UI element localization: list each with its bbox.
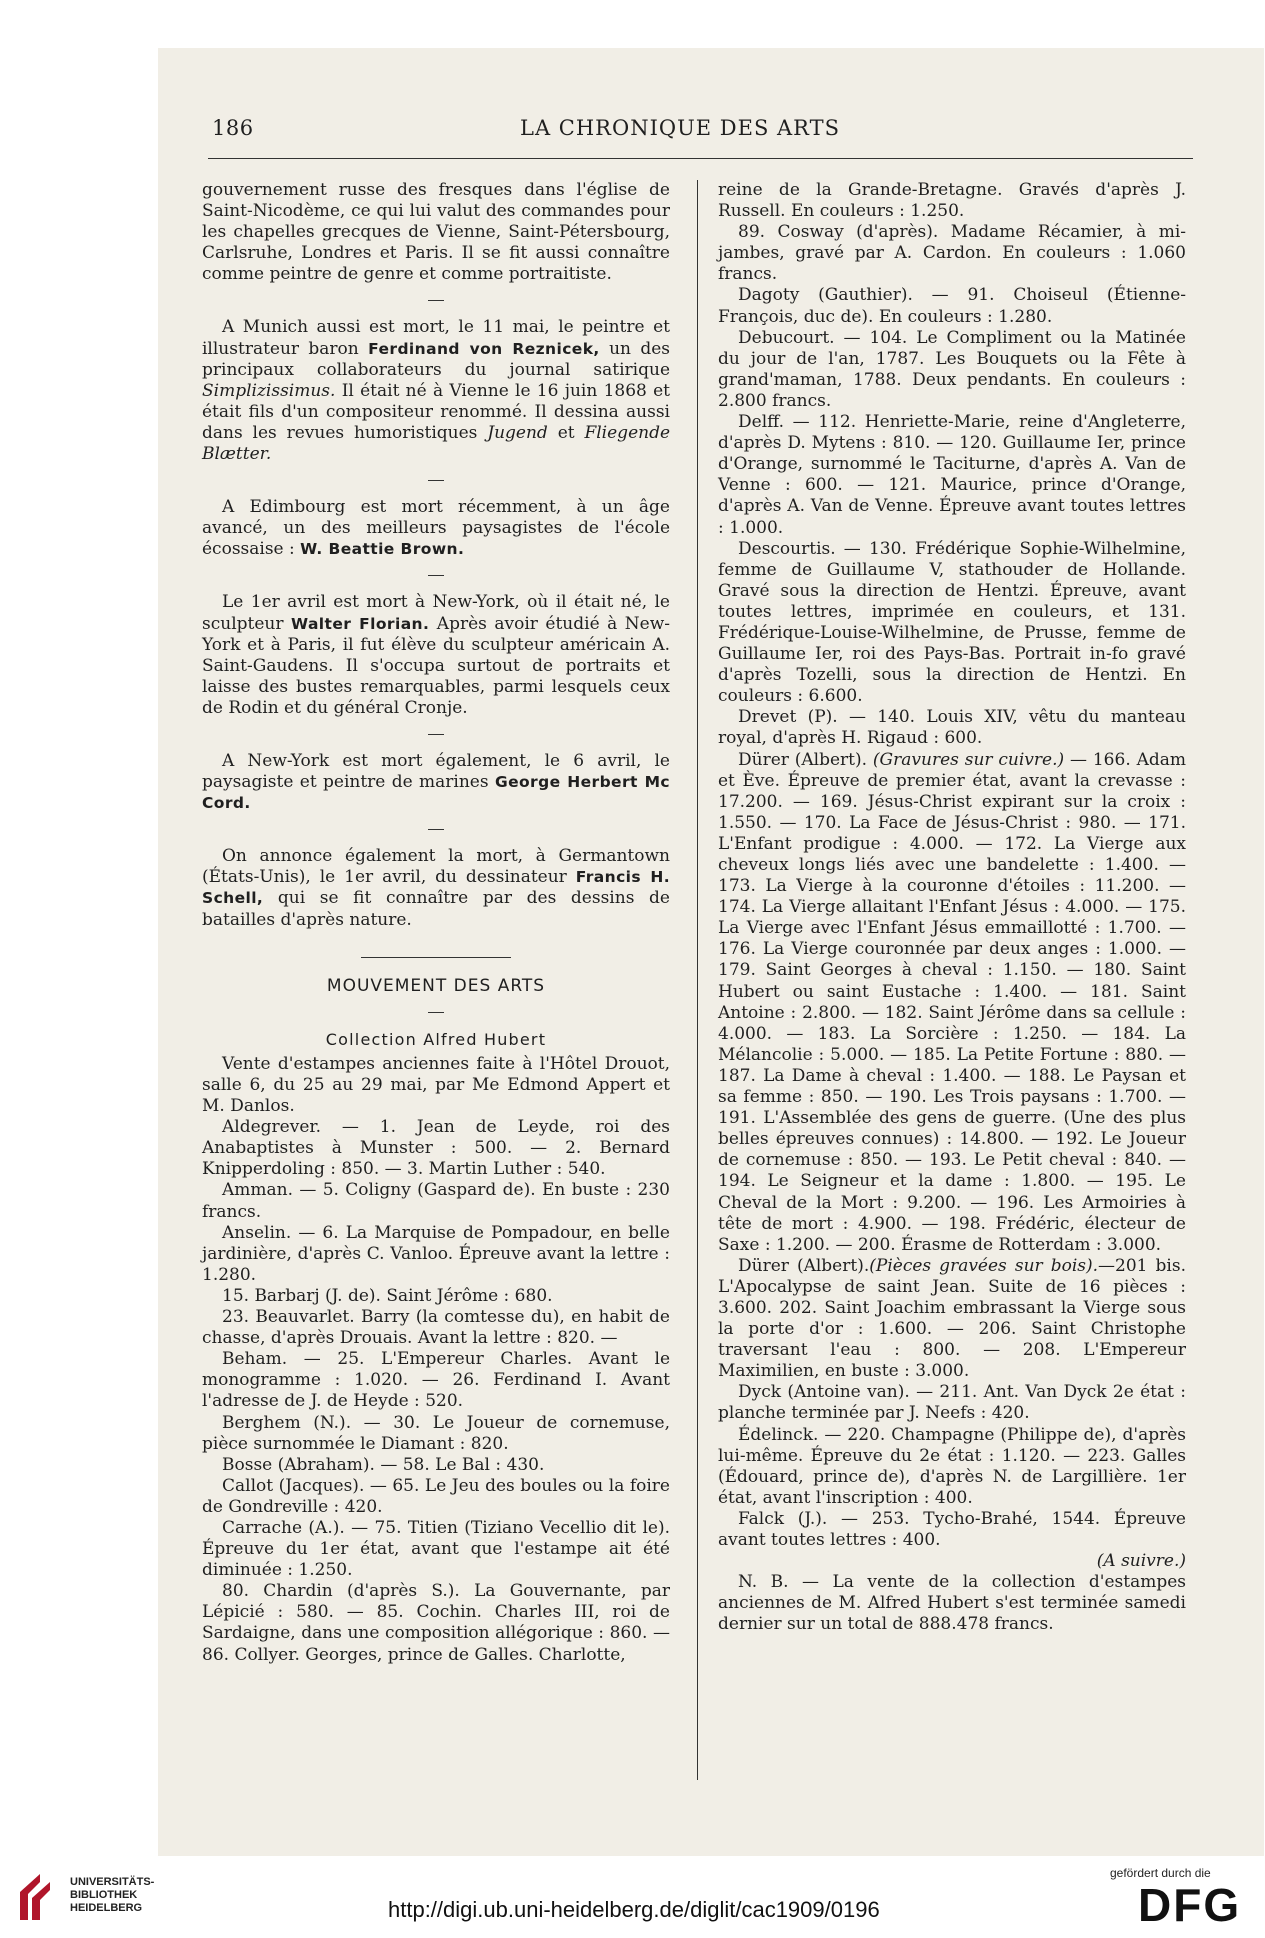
- sale-entry: Amman. — 5. Coligny (Gaspard de). En buste : 230 francs.: [202, 1180, 670, 1222]
- section-subtitle: Collection Alfred Hubert: [325, 1029, 547, 1049]
- funding-note: gefördert durch die: [1110, 1866, 1211, 1880]
- paragraph: gouvernement russe des fresques dans l'église de Saint-Nicodème, ce qui lui valut des commandes pour les chapelles grecques de Vienne, Saint-Pétersbourg, Carlsruhe, Londres et Paris. Il se fit aussi connaître comme peintre de genre et comme portraitiste.: [202, 180, 670, 285]
- separator: [202, 473, 670, 487]
- sale-entry: Debucourt. — 104. Le Compliment ou la Matinée du jour de l'an, 1787. Les Bouquets ou la Fête à grand'maman, 1788. Deux pendants. En couleurs : 2.800 francs.: [718, 327, 1186, 411]
- separator: [202, 822, 670, 836]
- library-name: UNIVERSITÄTS- BIBLIOTHEK HEIDELBERG: [70, 1876, 155, 1914]
- separator: [202, 1005, 670, 1019]
- paragraph: A Munich aussi est mort, le 11 mai, le peintre et illustrateur baron Ferdinand von Reznicek, un des principaux collaborateurs du journal satirique Simplizissimus. Il était né à Vienne le 16 juin 1868 et était fils d'un compositeur renommé. Il dessina aussi dans les revues humoristiques Jugend et Fliegende Blætter.: [202, 317, 671, 465]
- sale-entry: Delff. — 112. Henriette-Marie, reine d'Angleterre, d'après D. Mytens : 810. — 120. Guillaume Ier, prince d'Orange, surnommé le Taciturne, d'après A. Van de Venne : 600. — 121. Maurice, prince d'Orange, d'après A. Van de Venne. Épreuve avant toutes lettres : 1.000.: [718, 412, 1186, 538]
- paragraph: A Edimbourg est mort récemment, à un âge avancé, un des meilleurs paysagistes de l'école écossaise : W. Beattie Brown.: [202, 497, 670, 560]
- sale-entry: 15. Barbarj (J. de). Saint Jérôme : 680.: [222, 1285, 553, 1306]
- sale-intro: Vente d'estampes anciennes faite à l'Hôtel Drouot, salle 6, du 25 au 29 mai, par Me Edmond Appert et M. Danlos.: [202, 1053, 670, 1117]
- sale-entry: Dürer (Albert). (Gravures sur cuivre.) — 166. Adam et Ève. Épreuve de premier état, avant la crevasse : 17.200. — 169. Jésus-Christ expirant sur la croix : 1.550. — 170. La Face de Jésus-Christ : 980. — 171. L'Enfant prodigue : 4.000. — 172. La Vierge aux cheveux longs liés avec une bandelette : 1.400. — 173. La Vierge à la couronne d'étoiles : 11.200. — 174. La Vierge allaitant l'Enfant Jésus : 4.000. — 175. La Vierge avec l'Enfant Jésus emmaillotté : 1.700. — 176. La Vierge couronnée par deux anges : 1.000. — 179. Saint Georges à cheval : 1.150. — 180. Saint Hubert ou saint Eustache : 1.400. — 181. Saint Antoine : 2.800. — 182. Saint Jérôme dans sa cellule : 4.000. — 183. La Sorcière : 1.250. — 184. La Mélancolie : 5.000. — 185. La Petite Fortune : 880. — 187. La Dame à cheval : 1.400. — 188. Le Paysan et sa femme : 850. — 190. Les Trois paysans : 1.700. — 191. L'Assemblée des gens de guerre. (Une des plus belles épreuves connues) : 14.800. — 192. Le Joueur de cornemuse : 850. — 193. Le Petit cheval : 840. — 194. Le Seigneur et la dame : 1.800. — 195. Le Cheval de la Mort : 9.200. — 196. Les Armoiries à tête de mort : 4.900. — 198. Frédéric, électeur de Saxe : 1.200. — 200. Érasme de Rotterdam : 3.000.: [718, 749, 1186, 1255]
- sale-entry: Dagoty (Gauthier). — 91. Choiseul (Étienne-François, duc de). En couleurs : 1.280.: [718, 285, 1186, 327]
- sale-entry: Bosse (Abraham). — 58. Le Bal : 430.: [222, 1454, 545, 1475]
- sale-entry: 89. Cosway (d'après). Madame Récamier, à mi-jambes, gravé par A. Cardon. En couleurs : 1.060 francs.: [718, 222, 1186, 285]
- separator: [202, 727, 670, 741]
- paragraph: Le 1er avril est mort à New-York, où il était né, le sculpteur Walter Florian. Après avoir étudié à New-York et à Paris, il fut élève du sculpteur américain A. Saint-Gaudens. Il s'occupa surtout de portraits et laisse des bustes remarquables, parmi lesquels ceux de Rodin et du général Cronje.: [202, 592, 671, 718]
- sale-entry: Callot (Jacques). — 65. Le Jeu des boules ou la foire de Gondreville : 420.: [202, 1475, 670, 1517]
- sale-entry: Descourtis. — 130. Frédérique Sophie-Wilhelmine, femme de Guillaume V, stathouder de Hollande. Gravé sous la direction de Hentzi. Épreuve, avant toutes lettres, imprimée en couleurs, et 131. Frédérique-Louise-Wilhelmine, de Prusse, femme de Guillaume Ier, roi des Pays-Bas. Portrait in-fo gravé d'après Tozelli, sous la direction de Hentzi. En couleurs : 6.600.: [718, 538, 1186, 707]
- section-divider: [202, 947, 670, 968]
- paragraph: A New-York est mort également, le 6 avril, le paysagiste et peintre de marines George Herbert Mc Cord.: [202, 750, 670, 813]
- sale-entry: Falck (J.). — 253. Tycho-Brahé, 1544. Épreuve avant toutes lettres : 400.: [718, 1508, 1186, 1550]
- sale-entry: Berghem (N.). — 30. Le Joueur de cornemuse, pièce surnommée le Diamant : 820.: [202, 1412, 670, 1454]
- nota-bene: N. B. — La vente de la collection d'estampes anciennes de M. Alfred Hubert s'est terminée samedi dernier sur un total de 888.478 francs.: [718, 1572, 1186, 1635]
- source-url-link[interactable]: http://digi.ub.uni-heidelberg.de/diglit/cac1909/0196: [388, 1897, 880, 1922]
- paragraph: On annonce également la mort, à Germantown (États-Unis), le 1er avril, du dessinateur Francis H. Schell, qui se fit connaître par des dessins de batailles d'après nature.: [202, 846, 670, 930]
- left-column: [202, 180, 670, 1666]
- sale-entry: Carrache (A.). — 75. Titien (Tiziano Vecellio dit le). Épreuve du 1er état, avant que l'estampe ait été diminuée : 1.250.: [202, 1517, 670, 1581]
- column-divider: [697, 180, 698, 1780]
- person-name: Walter Florian.: [291, 614, 430, 633]
- header-rule: [208, 158, 1193, 159]
- to-be-continued: (A suivre.): [1096, 1551, 1186, 1572]
- person-name: Francis H. Schell,: [202, 868, 670, 908]
- page-number: 186: [212, 116, 254, 140]
- separator: [202, 293, 670, 307]
- sale-entry: Dyck (Antoine van). — 211. Ant. Van Dyck 2e état : planche terminée par J. Neefs : 420.: [718, 1382, 1186, 1424]
- sale-entry: Édelinck. — 220. Champagne (Philippe de), d'après lui-même. Épreuve du 2e état : 1.120. — 223. Galles (Édouard, prince de), d'après N. de Largillière. 1er état, avant l'inscription : 400.: [718, 1424, 1186, 1508]
- sale-entry: 23. Beauvarlet. Barry (la comtesse du), en habit de chasse, d'après Drouais. Avant la lettre : 820. —: [202, 1307, 670, 1349]
- journal-title: LA CHRONIQUE DES ARTS: [520, 116, 841, 140]
- sale-entry: Anselin. — 6. La Marquise de Pompadour, en belle jardinière, d'après C. Vanloo. Épreuve avant la lettre : 1.280.: [202, 1222, 670, 1285]
- person-name: W. Beattie Brown.: [300, 540, 465, 559]
- library-logo-icon: [14, 1868, 60, 1926]
- sale-entry: reine de la Grande-Bretagne. Gravés d'après J. Russell. En couleurs : 1.250.: [718, 180, 1186, 222]
- person-name: George Herbert Mc Cord.: [202, 773, 670, 813]
- sale-entry: Beham. — 25. L'Empereur Charles. Avant le monogramme : 1.020. — 26. Ferdinand I. Avant l'adresse de J. de Heyde : 520.: [202, 1349, 670, 1412]
- right-column: [718, 180, 1186, 1635]
- person-name: Ferdinand von Reznicek,: [368, 339, 600, 358]
- section-title: MOUVEMENT DES ARTS: [326, 975, 546, 996]
- dfg-logo: DFG: [1138, 1879, 1242, 1931]
- sale-entry: Aldegrever. — 1. Jean de Leyde, roi des Anabaptistes à Munster : 500. — 2. Bernard Knipperdoling : 850. — 3. Martin Luther : 540.: [202, 1117, 670, 1180]
- sale-entry: Dürer (Albert).(Pièces gravées sur bois).—201 bis. L'Apocalypse de saint Jean. Suite de 16 pièces : 3.600. 202. Saint Joachim embrassant la Vierge sous la porte d'or : 1.600. — 206. Saint Christophe traversant l'eau : 800. — 208. L'Empereur Maximilien, en buste : 3.000.: [718, 1255, 1186, 1382]
- sale-entry: Drevet (P). — 140. Louis XIV, vêtu du manteau royal, d'après H. Rigaud : 600.: [718, 707, 1186, 749]
- separator: [202, 568, 670, 582]
- sale-entry: 80. Chardin (d'après S.). La Gouvernante, par Lépicié : 580. — 85. Cochin. Charles III, roi de Sardaigne, dans une composition allégorique : 860. — 86. Collyer. Georges, prince de Galles. Charlotte,: [202, 1581, 670, 1665]
